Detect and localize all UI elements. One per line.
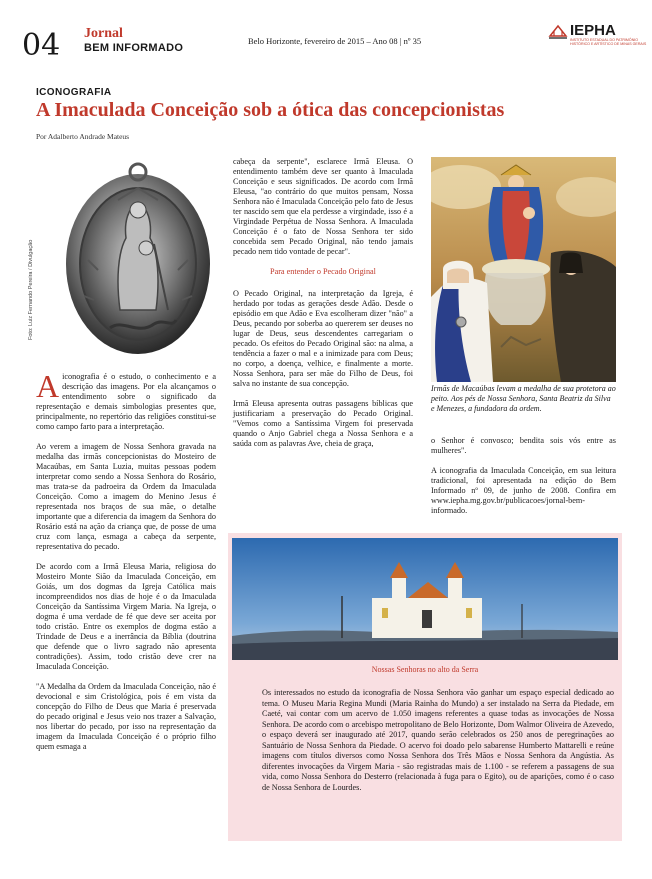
iepha-logo-subtitle: INSTITUTO ESTADUAL DO PATRIMÔNIO HISTÓRICO E ARTÍSTICO DE MINAS GERAIS	[570, 38, 647, 46]
section-label: ICONOGRAFIA	[36, 87, 112, 98]
page-header	[0, 0, 652, 64]
painting-image	[431, 157, 616, 382]
iepha-logo: IEPHA	[570, 22, 616, 39]
photo-credit: Foto: Luiz Fernando Pereira / Divulgação	[28, 239, 34, 340]
paragraph: De acordo com a Irmã Eleusa Maria, religiosa do Mosteiro Monte Sião da Imaculada Conceição, em Goiás, um dos dogmas da Igreja Católica mais incompreendidos nos dias de hoje é o da Imaculada Conceição da Santíssima Virgem Maria. Na Igreja, o dogma é uma verdade de fé que deve ser aceita por todo cristão. Entre os exemplos de dogma estão a Trindade de Deus e a inerrância da Bíblia (doutrina que defende que o livro sagrado não apresenta contradições). Assim, todo cristão deve crer na Imaculada Conceição.	[36, 562, 216, 671]
byline: Por Adalberto Andrade Mateus	[36, 132, 130, 141]
paragraph: o Senhor é convosco; bendita sois vós entre as mulheres".	[431, 436, 616, 455]
masthead-title: BEM INFORMADO	[84, 42, 184, 54]
iepha-logo-icon	[548, 22, 568, 40]
article-column-3	[431, 436, 616, 526]
date-line: Belo Horizonte, fevereiro de 2015 – Ano 08 | nº 35	[248, 36, 422, 46]
medal-image	[58, 160, 218, 360]
paragraph: "A Medalha da Ordem da Imaculada Conceição, não é devocional e sim Cristológica, pois é em vista da concepção do Filho de Deus que Maria é preservada do pecado original e Jesus veio nos trazer a Salvação, nos libertar do pecado, por isso na representação da imagem da Imaculada Conceição é o próprio filho quem esmaga a	[36, 682, 216, 751]
article-column-1	[36, 368, 216, 762]
article-title: A Imaculada Conceição sob a ótica das concepcionistas	[36, 99, 505, 121]
sanctuary-photo	[232, 538, 618, 660]
subheading: Para entender o Pecado Original	[270, 267, 376, 276]
paragraph: iconografia é o estudo, o conhecimento e a descrição das imagens. Por ela alcançamos o entendimento sobre o significado da representação e demais simbologias presentes que, principalmente, no repertório das religiões constitui-se como campo farto para a interpretação.	[36, 372, 216, 431]
paragraph: A iconografia da Imaculada Conceição, em sua leitura tradicional, foi apresentada na edição do Bem Informado nº 09, de junho de 2008. Confira em www.iepha.mg.gov.br/publicacoes/jornal-bem-informado.	[431, 466, 616, 515]
sidebar-box-text: Os interessados no estudo da iconografia de Nossa Senhora vão ganhar um espaço especial dedicado ao tema. O Museu Maria Regina Mundi (Maria Rainha do Mundo) a ser instalado na Serra da Piedade, em Caeté, vai contar com um acervo de 1.050 imagens referentes a quase todas as invocações de Nossa Senhora. De acordo com o arcebispo metropolitano de Belo Horizonte, Dom Walmor Oliveira de Azevedo, o espaço deverá ser inaugurado até 2017, quando serão celebrados os 250 anos de peregrinações ao Santuário de Nossa Senhora da Piedade. O acervo foi doado pelo sabarense Humberto Mattarelli e reúne imagens com títulos diversos como Nossa Senhora dos Três Mãos e Nossa Senhora da Angústia. As diferentes invocações da Virgem Maria - são registradas mais de 1.100 - se referem a passagens de sua vida, como Nossa Senhora do Desterro (relacionada à fuga para o Egito), ou de aparições, como é o caso de Nossa Senhora de Lourdes.	[262, 688, 614, 792]
drop-cap: A	[36, 368, 60, 404]
paragraph: Irmã Eleusa apresenta outras passagens bíblicas que justificariam a preservação do Pecado Original. "Vemos como a Santíssima Virgem foi preservada quando o Anjo Gabriel chega a Nossa Senhora e a saúda com as palavras Ave, cheia de graça,	[233, 399, 413, 448]
paragraph: Ao verem a imagem de Nossa Senhora gravada na medalha das irmãs concepcionistas do Mosteiro de Macaúbas, em Santa Luzia, muitas pessoas podem interpretar como sendo a Nossa Senhora do Rosário, mas trata-se da padroeira da Ordem da Imaculada Conceição. Como a imagem do Menino Jesus é representada nos braços de sua mãe, o detalhe importante que a diferencia da imagem da Senhora do Rosário está na ação da criança que, de posse de uma cruz com lança, esmaga a cabeça da serpente, representativa do pecado.	[36, 442, 216, 551]
page-number: 04	[22, 28, 61, 63]
paragraph: O Pecado Original, na interpretação da Igreja, é herdado por todas as gerações desde Adão. Desde o episódio em que Adão e Eva escolheram dizer "não" a Deus, pecando por soberba ao quererem ser deuses no lugar de Deus, seus descendentes carregariam o pecado. Os efeitos do Pecado Original são: na alma, a tendência a fazer o mal e a inimizade para com Deus; no corpo, a doença, velhice, e finalmente a morte. Nossa Senhora, para ser mãe do Filho de Deus, foi salva no instante de sua concepção.	[233, 289, 413, 388]
paragraph: cabeça da serpente", esclarece Irmã Eleusa. O entendimento também deve ser quanto à Imaculada Conceição e seus significados. De acordo com Irmã Eleusa, "ao contrário do que muitos pensam, Nossa Senhora não é Imaculada Conceição pelo fato de Jesus ter nascido sem que ela perdesse a virgindade, isso é a Virgindade Perpétua de Nossa Senhora. A Imaculada Conceição é o fato de Nossa Senhora ter sido concebida sem Pecado Original, não tendo jamais pecado nem tido vontade de pecar".	[233, 157, 413, 256]
photo-caption: Nossas Senhoras no alto da Serra	[371, 665, 479, 674]
article-column-2	[233, 157, 413, 459]
masthead-jornal: Jornal	[84, 26, 123, 41]
painting-caption: Irmãs de Macaúbas levam a medalha de sua protetora ao peito. Aos pés de Nossa Senhora, Santa Beatriz da Silva e Menezes, a fundadora da ordem.	[431, 384, 616, 413]
